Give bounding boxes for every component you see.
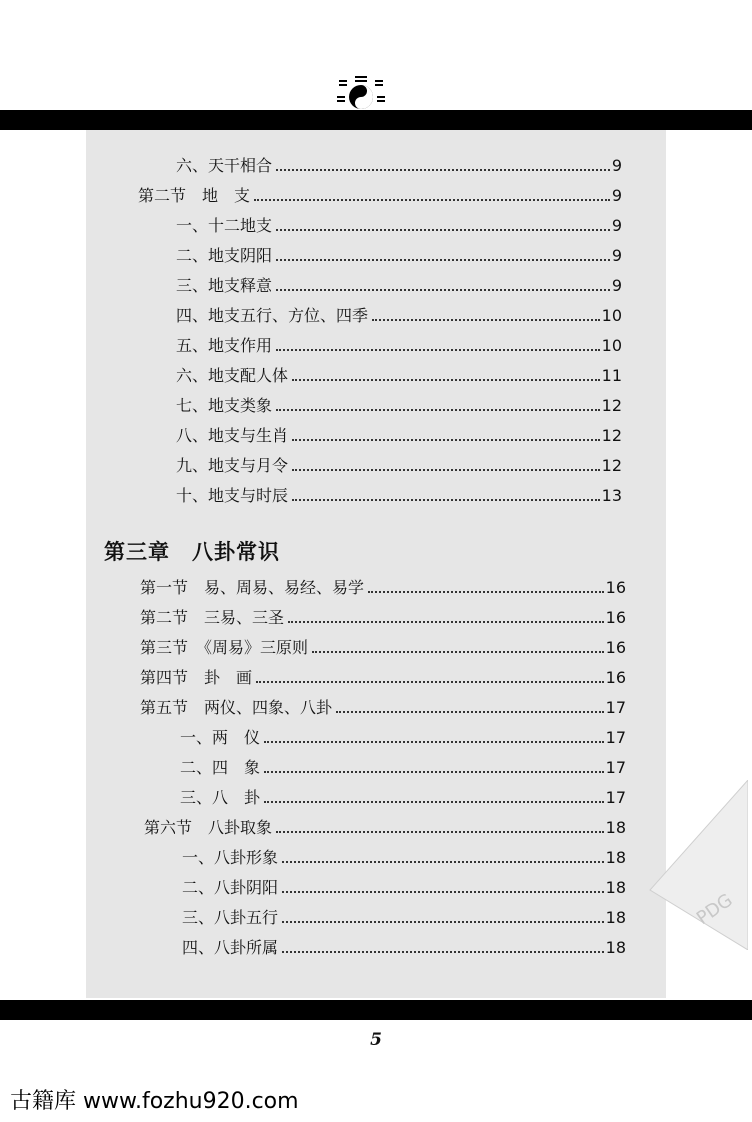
- toc-entry: [176, 210, 622, 236]
- toc-entry: [176, 150, 622, 176]
- toc-entry: [140, 662, 626, 688]
- toc-entry-title: 第二节 地 支: [138, 186, 251, 205]
- toc-entry-title: 四、八卦所属: [182, 938, 279, 957]
- toc-entry: [144, 812, 626, 838]
- toc-entry-page: 17: [605, 728, 626, 747]
- toc-entry: [176, 270, 622, 296]
- toc-entry-page: 16: [605, 668, 626, 687]
- toc-entry: [140, 632, 626, 658]
- leader-dots: [288, 621, 604, 623]
- toc-entry-page: 10: [601, 306, 622, 325]
- toc-entry: [182, 872, 626, 898]
- toc-entry-page: 12: [601, 456, 622, 475]
- leader-dots: [282, 861, 604, 863]
- stamp-text: PDG: [692, 889, 737, 930]
- header-rule: [0, 110, 752, 130]
- toc-entry-title: 六、天干相合: [176, 156, 273, 175]
- pdg-watermark-stamp: [640, 780, 748, 950]
- leader-dots: [282, 891, 604, 893]
- toc-entry-title: 第四节 卦 画: [140, 668, 253, 687]
- toc-entry-page: 18: [605, 878, 626, 897]
- toc-entry: [138, 180, 622, 206]
- toc-entry: [176, 360, 622, 386]
- page-number: 5: [370, 1030, 382, 1050]
- toc-entry-page: 17: [605, 698, 626, 717]
- leader-dots: [276, 409, 600, 411]
- toc-entry-title: 三、八卦五行: [182, 908, 279, 927]
- toc-entry: [180, 782, 626, 808]
- toc-entry: [176, 330, 622, 356]
- leader-dots: [368, 591, 604, 593]
- toc-entry: [182, 842, 626, 868]
- toc-entry-title: 六、地支配人体: [176, 366, 289, 385]
- toc-entry-title: 二、四 象: [180, 758, 261, 777]
- toc-entry: [182, 902, 626, 928]
- leader-dots: [292, 379, 600, 381]
- toc-entry-page: 12: [601, 396, 622, 415]
- toc-entry: [180, 752, 626, 778]
- toc-entry-title: 二、地支阴阳: [176, 246, 273, 265]
- toc-entry-title: 四、地支五行、方位、四季: [176, 306, 369, 325]
- toc-entry-title: 七、地支类象: [176, 396, 273, 415]
- toc-entry-page: 17: [605, 788, 626, 807]
- toc-entry-page: 13: [601, 486, 622, 505]
- leader-dots: [312, 651, 604, 653]
- toc-entry: [176, 300, 622, 326]
- toc-entry: [180, 722, 626, 748]
- leader-dots: [336, 711, 604, 713]
- leader-dots: [292, 499, 600, 501]
- leader-dots: [276, 169, 610, 171]
- toc-entry-title: 第二节 三易、三圣: [140, 608, 285, 627]
- toc-entry: [140, 572, 626, 598]
- toc-entry-page: 9: [611, 156, 622, 175]
- toc-entry-title: 九、地支与月令: [176, 456, 289, 475]
- toc-entry-page: 18: [605, 818, 626, 837]
- toc-entry-title: 二、八卦阴阳: [182, 878, 279, 897]
- toc-entry-title: 五、地支作用: [176, 336, 273, 355]
- toc-entry-page: 9: [611, 186, 622, 205]
- leader-dots: [276, 349, 600, 351]
- toc-entry-title: 第三节 《周易》三原则: [140, 638, 309, 657]
- toc-entry: [176, 450, 622, 476]
- leader-dots: [264, 771, 604, 773]
- toc-entry-title: 一、两 仪: [180, 728, 261, 747]
- toc-entry-title: 三、地支释意: [176, 276, 273, 295]
- site-watermark: 古籍库 www.fozhu920.com: [10, 1089, 299, 1114]
- leader-dots: [372, 319, 600, 321]
- toc-entry-title: 一、八卦形象: [182, 848, 279, 867]
- toc-entry-page: 16: [605, 578, 626, 597]
- leader-dots: [276, 289, 610, 291]
- toc-entry-page: 16: [605, 608, 626, 627]
- toc-entry: [182, 932, 626, 958]
- footer-rule: [0, 1000, 752, 1020]
- toc-entry-page: 10: [601, 336, 622, 355]
- taiji-emblem-icon: [333, 76, 389, 110]
- toc-entry: [176, 420, 622, 446]
- toc-entry-title: 八、地支与生肖: [176, 426, 289, 445]
- toc-entry-page: 18: [605, 908, 626, 927]
- toc-entry: [176, 240, 622, 266]
- toc-entry-page: 9: [611, 276, 622, 295]
- chapter-title: 第三章 八卦常识: [104, 539, 280, 564]
- toc-entry-page: 16: [605, 638, 626, 657]
- leader-dots: [276, 229, 610, 231]
- toc-entry-page: 17: [605, 758, 626, 777]
- leader-dots: [292, 469, 600, 471]
- leader-dots: [292, 439, 600, 441]
- toc-entry-page: 9: [611, 216, 622, 235]
- leader-dots: [276, 259, 610, 261]
- toc-entry-page: 18: [605, 848, 626, 867]
- toc-entry-title: 第五节 两仪、四象、八卦: [140, 698, 333, 717]
- toc-entry-title: 十、地支与时辰: [176, 486, 289, 505]
- toc-entry: [176, 390, 622, 416]
- toc-entry-title: 一、十二地支: [176, 216, 273, 235]
- toc-entry: [176, 480, 622, 506]
- toc-entry-page: 12: [601, 426, 622, 445]
- toc-entry: [140, 692, 626, 718]
- toc-entry-title: 第六节 八卦取象: [144, 818, 273, 837]
- leader-dots: [282, 951, 604, 953]
- toc-entry-page: 11: [601, 366, 622, 385]
- leader-dots: [256, 681, 604, 683]
- leader-dots: [264, 741, 604, 743]
- toc-entry-page: 18: [605, 938, 626, 957]
- toc-entry-title: 三、八 卦: [180, 788, 261, 807]
- leader-dots: [264, 801, 604, 803]
- leader-dots: [254, 199, 610, 201]
- toc-entry: [140, 602, 626, 628]
- leader-dots: [276, 831, 604, 833]
- leader-dots: [282, 921, 604, 923]
- toc-entry-page: 9: [611, 246, 622, 265]
- toc-entry-title: 第一节 易、周易、易经、易学: [140, 578, 365, 597]
